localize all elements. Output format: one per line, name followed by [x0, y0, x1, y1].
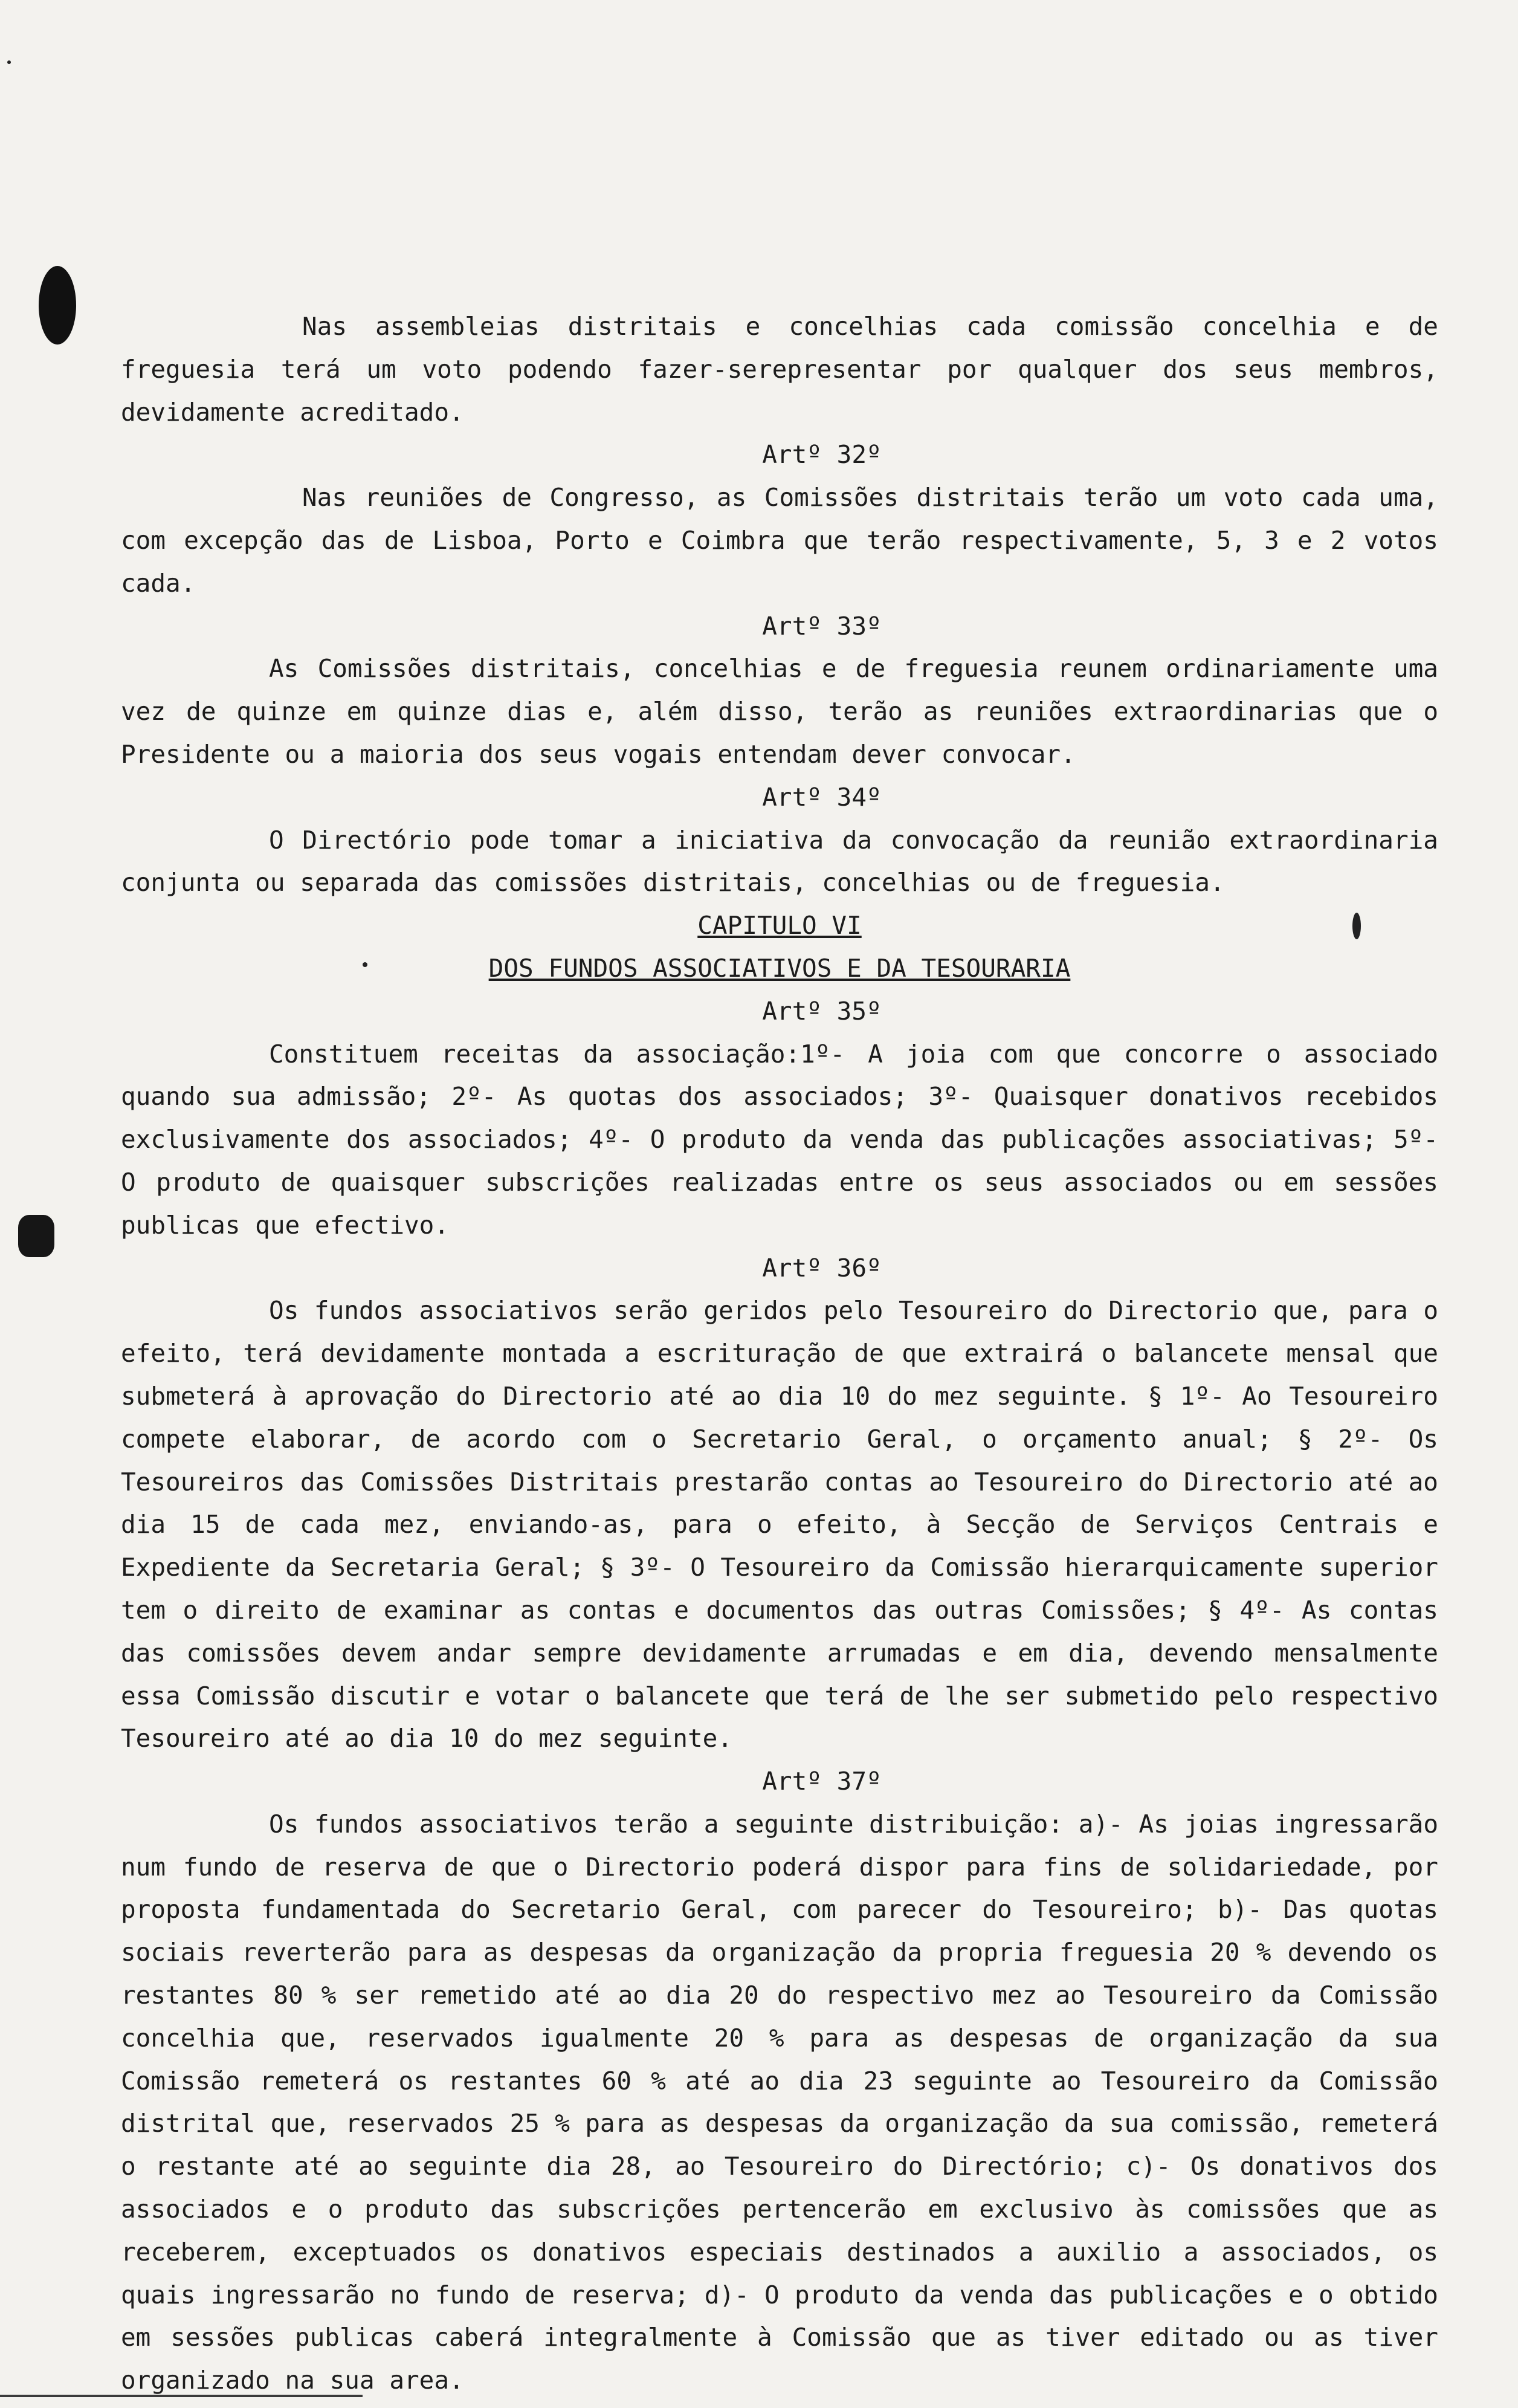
- paragraph: O Directório pode tomar a iniciativa da convocação da reunião extraordinaria conjunta ou separada das comissões distritais, concelhias ou de freguesia.: [121, 825, 1438, 898]
- punch-hole-mark: [39, 266, 76, 345]
- paragraph: Nas assembleias distritais e concelhias cada comissão concelhia e de freguesia terá um voto podendo fazer-serepresentar por qualquer dos seus membros, devidamente acreditado.: [121, 312, 1438, 427]
- paragraph: Constituem receitas da associação:1º- A joia com que concorre o associado quando sua admissão; 2º- As quotas dos associados; 3º- Quaisquer donativos recebidos exclusivamente dos associados; 4º- O produto da venda das publicações associativas; 5º- O produto de quaisquer subscrições realizadas entre os seus associados ou em sessões publicas que efectivo.: [121, 1039, 1438, 1240]
- paragraph: Os fundos associativos terão a seguinte distribuição: a)- As joias ingressarão num fundo de reserva de que o Directorio poderá dispor para fins de solidariedade, por proposta fundamentada do Secretario Geral, com parecer do Tesoureiro; b)- Das quotas sociais reverterão para as despesas da organização da propria freguesia 20 % devendo os restantes 80 % ser remetido até ao dia 20 do respectivo mez ao Tesoureiro da Comissão concelhia que, reservados igualmente 20 % para as despesas de organização da sua Comissão remeterá os restantes 60 % até ao dia 23 seguinte ao Tesoureiro da Comissão distrital que, reservados 25 % para as despesas da organização da sua comissão, remeterá o restante até ao seguinte dia 28, ao Tesoureiro do Directório; c)- Os donativos dos associados e o produto das subscrições pertencerão em exclusivo às comissões que as receberem, exceptuados os donativos especiais destinados a auxilio a associados, os quais ingressarão no fundo de reserva; d)- O produto da venda das publicações e o obtido em sessões publicas caberá integralmente à Comissão que as tiver editado ou as tiver organizado na sua area.: [121, 1809, 1438, 2395]
- document-body: [121, 305, 1438, 2402]
- article-heading: Artº 33º: [762, 611, 882, 641]
- paragraph: Os fundos associativos serão geridos pelo Tesoureiro do Directorio que, para o efeito, terá devidamente montada a escrituração de que extrairá o balancete mensal que submeterá à aprovação do Directorio até ao dia 10 do mez seguinte. § 1º- Ao Tesoureiro compete elaborar, de acordo com o Secretario Geral, o orçamento anual; § 2º- Os Tesoureiros das Comissões Distritais prestarão contas ao Tesoureiro do Directorio até ao dia 15 de cada mez, enviando-as, para o efeito, à Secção de Serviços Centrais e Expediente da Secretaria Geral; § 3º- O Tesoureiro da Comissão hierarquicamente superior tem o direito de examinar as contas e documentos das outras Comissões; § 4º- As contas das comissões devem andar sempre devidamente arrumadas e em dia, devendo mensalmente essa Comissão discutir e votar o balancete que terá de lhe ser submetido pelo respectivo Tesoureiro até ao dia 10 do mez seguinte.: [121, 1296, 1438, 1753]
- paragraph: As Comissões distritais, concelhias e de freguesia reunem ordinariamente uma vez de quinze em quinze dias e, além disso, terão as reuniões extraordinarias que o Presidente ou a maioria dos seus vogais entendam dever convocar.: [121, 654, 1438, 769]
- article-heading: Artº 37º: [762, 1767, 882, 1796]
- chapter-subtitle: DOS FUNDOS ASSOCIATIVOS E DA TESOURARIA: [488, 953, 1071, 983]
- speck-mark: [7, 60, 11, 64]
- article-heading: Artº 36º: [762, 1253, 882, 1283]
- article-heading: Artº 34º: [762, 782, 882, 812]
- article-heading: Artº 32º: [762, 440, 882, 470]
- article-heading: Artº 35º: [762, 996, 882, 1026]
- chapter-title: CAPITULO VI: [697, 911, 862, 940]
- ink-smudge-mark: [18, 1215, 54, 1257]
- paragraph: Nas reuniões de Congresso, as Comissões distritais terão um voto cada uma, com excepção das de Lisboa, Porto e Coimbra que terão respectivamente, 5, 3 e 2 votos cada.: [121, 483, 1438, 598]
